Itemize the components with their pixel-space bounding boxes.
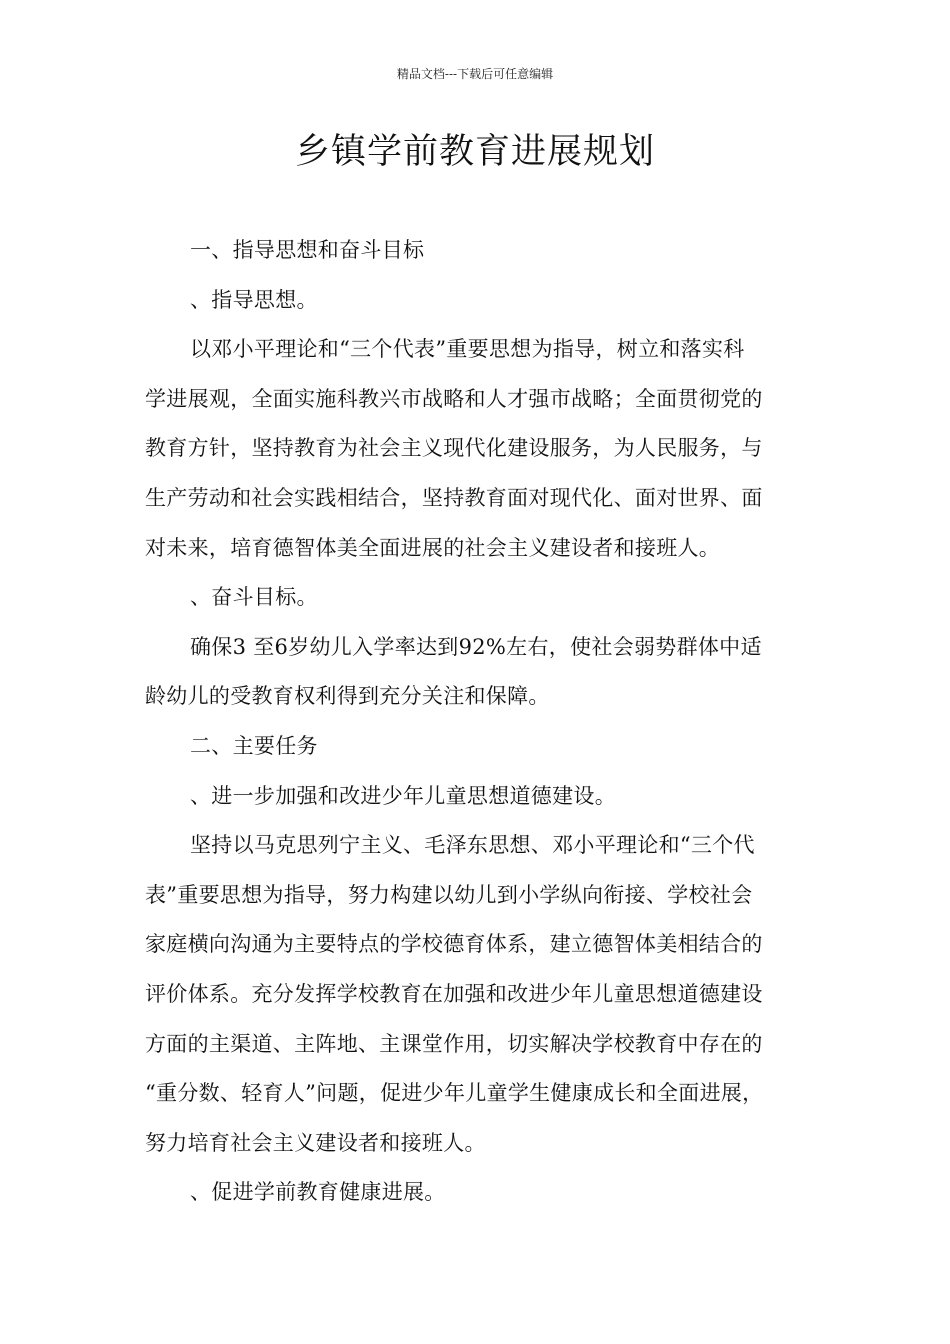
- text-line: 对未来，培育德智体美全面进展的社会主义建设者和接班人。: [145, 535, 721, 560]
- page-header: 精品文档---下载后可任意编辑: [396, 67, 554, 81]
- text-line: 表”重要思想为指导，努力构建以幼儿到小学纵向衔接、学校社会: [145, 882, 753, 907]
- text-line: 努力培育社会主义建设者和接班人。: [145, 1130, 486, 1155]
- text-line: 确保3 至6岁幼儿入学率达到92%左右，使社会弱势群体中适: [190, 634, 762, 659]
- text-line: 生产劳动和社会实践相结合，坚持教育面对现代化、面对世界、面: [145, 485, 763, 510]
- text-line: 二、主要任务: [190, 733, 318, 758]
- document-title: 乡镇学前教育进展规划: [294, 132, 655, 172]
- text-line: 、进一步加强和改进少年儿童思想道德建设。: [190, 783, 616, 808]
- document-body: [145, 226, 825, 1218]
- text-line: 、奋斗目标。: [190, 585, 318, 610]
- text-line: 学进展观，全面实施科教兴市战略和人才强市战略；全面贯彻党的: [145, 386, 763, 411]
- text-line: 坚持以马克思列宁主义、毛泽东思想、邓小平理论和“三个代: [190, 833, 755, 858]
- text-line: “重分数、轻育人”问题，促进少年儿童学生健康成长和全面进展，: [145, 1081, 764, 1106]
- text-line: 教育方针，坚持教育为社会主义现代化建设服务，为人民服务，与: [145, 436, 763, 461]
- text-line: 、指导思想。: [190, 287, 318, 312]
- text-line: 家庭横向沟通为主要特点的学校德育体系，建立德智体美相结合的: [145, 932, 763, 957]
- text-line: 一、指导思想和奋斗目标: [190, 238, 425, 262]
- text-line: 评价体系。充分发挥学校教育在加强和改进少年儿童思想道德建设: [145, 981, 763, 1006]
- text-line: 以邓小平理论和“三个代表”重要思想为指导，树立和落实科: [190, 337, 745, 362]
- text-line: 龄幼儿的受教育权利得到充分关注和保障。: [145, 684, 550, 709]
- text-line: 、促进学前教育健康进展。: [190, 1180, 446, 1205]
- text-line: 方面的主渠道、主阵地、主课堂作用，切实解决学校教育中存在的: [145, 1031, 763, 1056]
